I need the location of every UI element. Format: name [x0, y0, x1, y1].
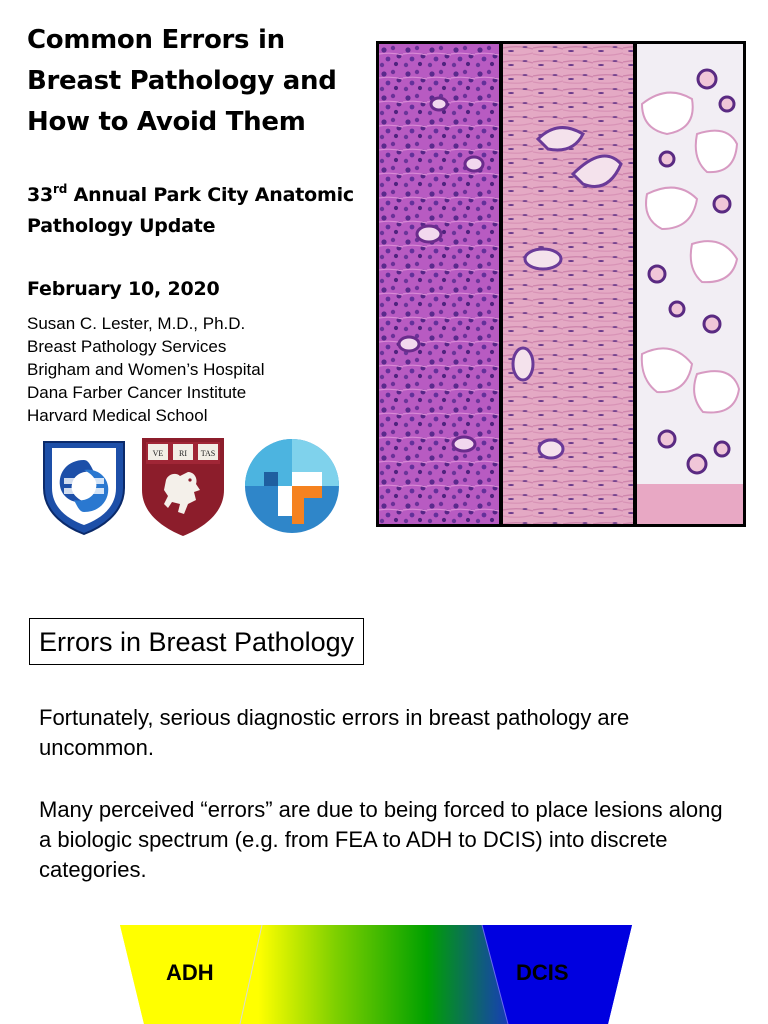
affiliation-line: Breast Pathology Services [27, 337, 227, 356]
shield-book-text: TAS [200, 449, 216, 458]
paragraph-perceived-errors: Many perceived “errors” are due to being forced to place lesions along a biologic spectrum (e.g. from FEA to ADH to DCIS) into discrete categories. [39, 797, 723, 882]
author-affiliations [27, 312, 357, 427]
paragraph-uncommon-errors: Fortunately, serious diagnostic errors in breast pathology are uncommon. [39, 705, 630, 760]
spectrum-label-adh: ADH [166, 960, 214, 985]
adipose-lobule-panel [637, 44, 743, 524]
institution-logos [38, 432, 348, 540]
shield-book-text: RI [179, 449, 187, 458]
stroma-glands-panel [503, 44, 633, 524]
brigham-logo [38, 436, 130, 536]
adipose-texture [637, 44, 743, 524]
ordinal-number: 33 [27, 184, 54, 206]
stroma-texture [503, 44, 633, 524]
author-name: Susan C. Lester, M.D., Ph.D. [27, 314, 246, 333]
spectrum-label-dcis: DCIS [516, 960, 569, 985]
affiliation-line: Brigham and Women’s Hospital [27, 360, 265, 379]
shield-book-text: VE [152, 449, 164, 458]
carcinoma-texture [379, 44, 499, 524]
carcinoma-panel [379, 44, 499, 524]
ordinal-suffix: rd [53, 182, 68, 196]
histology-image [376, 41, 746, 527]
presentation-date: February 10, 2020 [27, 278, 220, 300]
affiliation-line: Harvard Medical School [27, 406, 208, 425]
title-line: Breast Pathology and [27, 66, 337, 96]
dana-farber-logo [242, 436, 342, 536]
affiliation-line: Dana Farber Cancer Institute [27, 383, 247, 402]
harvard-shield-logo [138, 434, 228, 538]
title-line: How to Avoid Them [27, 107, 306, 137]
slide-title: Errors in Breast Pathology [29, 618, 364, 665]
conference-line2: Pathology Update [27, 215, 216, 237]
title-line: Common Errors in [27, 25, 285, 55]
conference-name [27, 180, 372, 242]
presentation-title [27, 20, 367, 143]
conference-line1: Annual Park City Anatomic [67, 184, 354, 206]
